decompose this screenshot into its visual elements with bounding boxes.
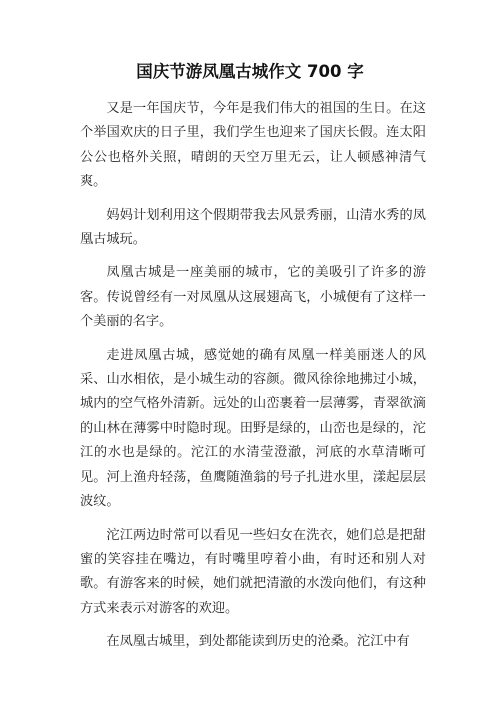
page-title: 国庆节游凤凰古城作文 700 字 — [136, 62, 364, 81]
paragraph-4: 走进凤凰古城，感觉她的确有凤凰一样美丽迷人的风采、山水相依，是小城生动的容颜。微风徐徐地拂过小城，城内的空气格外清新。远处的山峦裹着一层薄雾，青翠欲滴的山林在薄雾中时隐时现。田野是绿的，山峦也是绿的，沱江的水也是绿的。沱江的水清莹澄澈，河底的水草清晰可见。河上渔舟轻荡，鱼鹰随渔翁的号子扎进水里，漾起层层波纹。 — [80, 347, 426, 510]
essay-body — [80, 97, 426, 664]
paragraph-2: 妈妈计划利用这个假期带我去风景秀丽，山清水秀的凤凰古城玩。 — [80, 207, 426, 248]
paragraph-3: 凤凰古城是一座美丽的城市，它的美吸引了许多的游客。传说曾经有一对凤凰从这展翅高飞，小城便有了这样一个美丽的名字。 — [80, 265, 426, 330]
paragraph-6: 在凤凰古城里，到处都能读到历史的沧桑。沱江中有 — [106, 634, 410, 650]
paragraph-5: 沱江两边时常可以看见一些妇女在洗衣，她们总是把甜蜜的笑容挂在嘴边，有时嘴里哼着小曲，有时还和别人对歌。有游客来的时候，她们就把清澈的水泼向他们，有这种方式来表示对游客的欢迎。 — [80, 527, 426, 616]
paragraph-1: 又是一年国庆节，今年是我们伟大的祖国的生日。在这个举国欢庆的日子里，我们学生也迎来了国庆长假。连太阳公公也格外关照，晴朗的天空万里无云，让人顿感神清气爽。 — [80, 101, 426, 190]
